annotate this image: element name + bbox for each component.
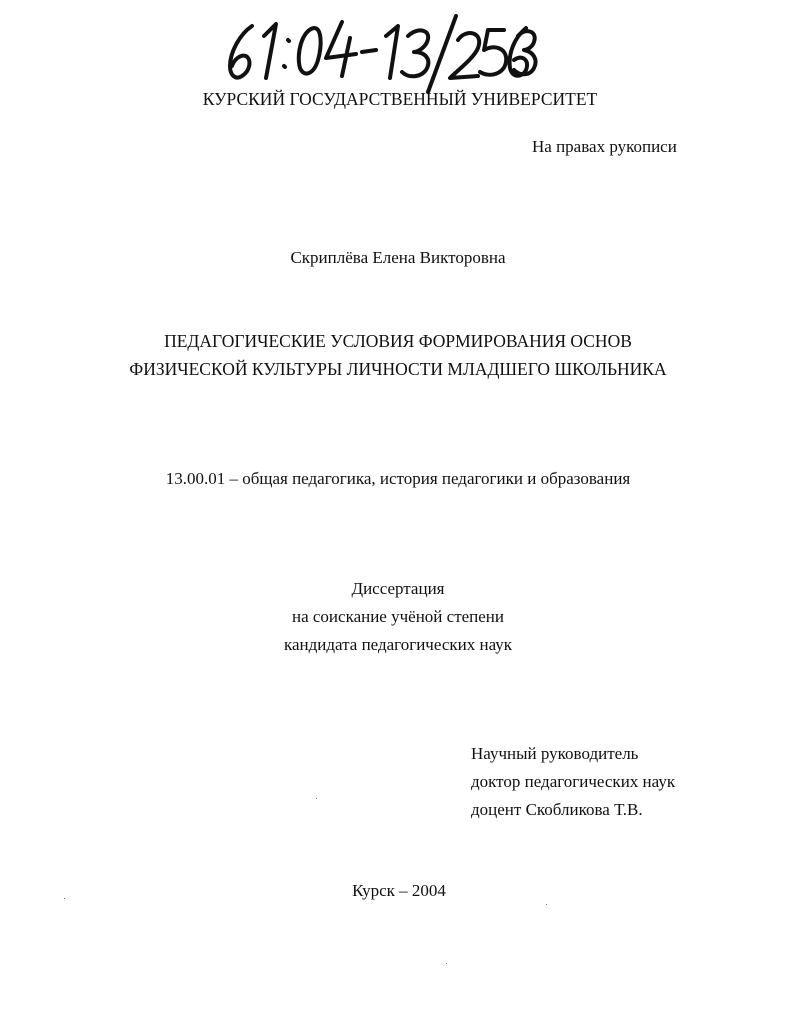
scan-speck xyxy=(546,904,547,905)
university-name: КУРСКИЙ ГОСУДАРСТВЕННЫЙ УНИВЕРСИТЕТ xyxy=(202,89,598,109)
degree-name: кандидата педагогических наук xyxy=(283,635,513,654)
scan-speck xyxy=(64,898,65,899)
scan-speck xyxy=(446,963,447,964)
supervisor-label: Научный руководитель xyxy=(471,744,639,763)
dissertation-title-line-2: ФИЗИЧЕСКОЙ КУЛЬТУРЫ ЛИЧНОСТИ МЛАДШЕГО ШКОЛЬНИКА xyxy=(129,359,667,379)
handwritten-archive-code xyxy=(222,14,542,94)
supervisor-name: доцент Скобликова Т.В. xyxy=(471,800,643,819)
degree-purpose: на соискание учёной степени xyxy=(291,607,505,626)
scan-speck xyxy=(316,798,317,799)
city-year: Курск – 2004 xyxy=(352,881,446,900)
supervisor-degree: доктор педагогических наук xyxy=(471,772,676,791)
dissertation-title-line-1: ПЕДАГОГИЧЕСКИЕ УСЛОВИЯ ФОРМИРОВАНИЯ ОСНОВ xyxy=(164,331,632,351)
dissertation-label: Диссертация xyxy=(351,579,445,598)
specialty-code: 13.00.01 – общая педагогика, история педагогики и образования xyxy=(165,469,631,488)
rights-notice: На правах рукописи xyxy=(532,137,677,156)
author-name: Скриплёва Елена Викторовна xyxy=(290,248,506,267)
